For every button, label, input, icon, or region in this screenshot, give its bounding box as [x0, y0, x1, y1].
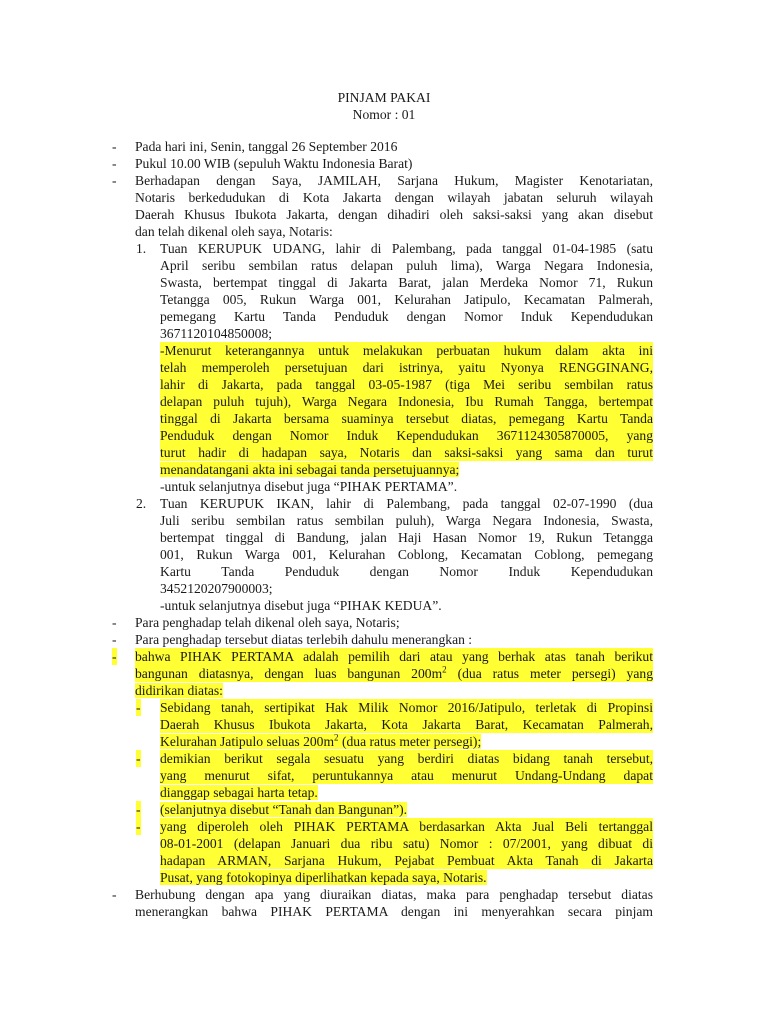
- dash-bullet: -: [112, 615, 117, 630]
- building-description-highlight: [160, 750, 653, 801]
- paragraph-notary: [135, 172, 653, 240]
- party-one-details: [160, 240, 653, 342]
- highlighted-text: (selanjutnya disebut “Tanah dan Bangunan”).: [160, 802, 408, 817]
- text-line: [160, 461, 653, 478]
- party-one-reference: [160, 478, 653, 495]
- text-line: -Menurut keterangannya untuk melakukan perbuatan hukum dalam akta ini: [160, 343, 653, 358]
- text-line: Pada hari ini, Senin, tanggal 26 September 2016: [135, 139, 398, 154]
- text-line: 3452120207900003;: [160, 581, 273, 596]
- highlighted-text: [160, 734, 481, 749]
- text-line: Pukul 10.00 WIB (sepuluh Waktu Indonesia Barat): [135, 156, 413, 171]
- text-line: Notaris berkedudukan di Kota Jakarta dengan wilayah jabatan seluruh wilayah: [135, 190, 653, 205]
- text-line: yang diperoleh oleh PIHAK PERTAMA berdasarkan Akta Jual Beli tertanggal: [160, 819, 653, 834]
- text-segment: bangunan diatasnya, dengan luas bangunan 200m: [135, 666, 443, 681]
- document-number: Nomor : 01: [352, 107, 416, 122]
- text-line: Juli seribu sembilan ratus sembilan puluh), Warga Negara Indonesia, Swasta,: [160, 513, 653, 528]
- text-line: pemegang Kartu Tanda Penduduk dengan Nomor Induk Kependudukan: [160, 309, 653, 324]
- text-line: Tuan KERUPUK IKAN, lahir di Palembang, pada tanggal 02-07-1990 (dua: [160, 496, 653, 511]
- land-parcel-highlight: [160, 699, 653, 750]
- item-number: 1.: [136, 241, 147, 256]
- paragraph-date: [135, 138, 653, 155]
- dash-bullet: -: [136, 700, 141, 715]
- text-line: Para penghadap telah dikenal oleh saya, Notaris;: [135, 615, 400, 630]
- text-line: Swasta, bertempat tinggal di Jakarta Barat, jalan Merdeka Nomor 71, Rukun: [160, 275, 653, 290]
- text-line: [160, 784, 653, 801]
- text-line: yang menurut sifat, peruntukannya atau menurut Undang-Undang dapat: [160, 768, 653, 783]
- dash-bullet: -: [112, 173, 117, 188]
- text-line: demikian berikut segala sesuatu yang berdiri diatas bidang tanah tersebut,: [160, 751, 653, 766]
- item-number: 2.: [136, 496, 147, 511]
- text-line: Tuan KERUPUK UDANG, lahir di Palembang, pada tanggal 01-04-1985 (satu: [160, 241, 653, 256]
- text-line: Sebidang tanah, sertipikat Hak Milik Nomor 2016/Jatipulo, terletak di Propinsi: [160, 700, 653, 715]
- text-segment: (dua ratus meter persegi) yang: [446, 666, 653, 681]
- text-line: Daerah Khusus Ibukota Jakarta, Kota Jakarta Barat, Kecamatan Palmerah,: [160, 717, 653, 732]
- acquisition-deed-highlight: [160, 818, 653, 886]
- text-line: menerangkan bahwa PIHAK PERTAMA dengan ini menyerahkan secara pinjam: [135, 904, 653, 919]
- text-line: -untuk selanjutnya disebut juga “PIHAK KEDUA”.: [160, 598, 442, 613]
- document-title: PINJAM PAKAI: [337, 90, 431, 105]
- text-line: delapan puluh tujuh), Warga Negara Indonesia, Ibu Rumah Tangga, bertempat: [160, 394, 653, 409]
- party-two-reference: [160, 597, 653, 614]
- text-line: 08-01-2001 (delapan Januari dua ribu satu) Nomor : 07/2001, yang dibuat di: [160, 836, 653, 851]
- text-line: lahir di Jakarta, pada tanggal 03-05-1987 (tiga Mei seribu sembilan ratus: [160, 377, 653, 392]
- text-line: Penduduk dengan Nomor Induk Kependudukan 3671124305870005, yang: [160, 428, 653, 443]
- dash-bullet: -: [112, 887, 117, 902]
- highlighted-text: menandatangani akta ini sebagai tanda persetujuannya;: [160, 462, 460, 477]
- paragraph-known: [135, 614, 653, 631]
- text-line: telah memperoleh persetujuan dari istrinya, yaitu Nyonya RENGGINANG,: [160, 360, 653, 375]
- highlighted-text: Pusat, yang fotokopinya diperlihatkan kepada saya, Notaris.: [160, 870, 487, 885]
- superscript: 2: [442, 664, 447, 675]
- text-line: [160, 801, 653, 818]
- text-line: Daerah Khusus Ibukota Jakarta, dengan dihadiri oleh saksi-saksi yang akan disebut: [135, 207, 653, 222]
- paragraph-handover: [135, 886, 653, 920]
- highlighted-text: didirikan diatas:: [135, 683, 223, 698]
- text-line: dan telah dikenal oleh saya, Notaris:: [135, 224, 333, 239]
- dash-bullet: -: [112, 632, 117, 647]
- dash-bullet: -: [136, 751, 141, 766]
- text-line: [160, 733, 653, 750]
- superscript: 2: [334, 732, 339, 743]
- text-line: Berhadapan dengan Saya, JAMILAH, Sarjana Hukum, Magister Kenotariatan,: [135, 173, 653, 188]
- paragraph-ownership-highlight: [135, 648, 653, 699]
- text-line: tinggal di Jakarta bersama suaminya tersebut diatas, pemegang Kartu Tanda: [160, 411, 653, 426]
- text-line: -untuk selanjutnya disebut juga “PIHAK PERTAMA”.: [160, 479, 458, 494]
- text-segment: Kelurahan Jatipulo seluas 200m: [160, 734, 335, 749]
- party-two-details: [160, 495, 653, 597]
- highlighted-text: dianggap sebagai harta tetap.: [160, 785, 318, 800]
- paragraph-explain: [135, 631, 653, 648]
- text-line: 3671120104850008;: [160, 326, 273, 341]
- dash-bullet: -: [112, 156, 117, 171]
- text-line: turut hadir di hadapan saya, Notaris dan saksi-saksi yang sama dan turut: [160, 445, 653, 460]
- spouse-consent-highlight: [160, 342, 653, 478]
- text-line: [160, 869, 653, 886]
- text-line: [135, 665, 653, 682]
- text-segment: (dua ratus meter persegi);: [338, 734, 482, 749]
- dash-bullet: -: [112, 649, 117, 664]
- dash-bullet: -: [136, 819, 141, 834]
- text-line: hadapan ARMAN, Sarjana Hukum, Pejabat Pembuat Akta Tanah di Jakarta: [160, 853, 653, 868]
- paragraph-time: [135, 155, 653, 172]
- text-line: Berhubung dengan apa yang diuraikan diatas, maka para penghadap tersebut diatas: [135, 887, 653, 902]
- text-line: Para penghadap tersebut diatas terlebih dahulu menerangkan :: [135, 632, 473, 647]
- text-line: [135, 682, 653, 699]
- text-line: bertempat tinggal di Bandung, jalan Haji Hasan Nomor 19, Rukun Tetangga: [160, 530, 653, 545]
- dash-bullet: -: [112, 139, 117, 154]
- dash-bullet: -: [136, 802, 141, 817]
- text-line: bahwa PIHAK PERTAMA adalah pemilih dari atau yang berhak atas tanah berikut: [135, 649, 653, 664]
- text-line: 001, Rukun Warga 001, Kelurahan Coblong, Kecamatan Coblong, pemegang: [160, 547, 653, 562]
- land-building-reference-highlight: [160, 801, 653, 818]
- text-line: Kartu Tanda Penduduk dengan Nomor Induk Kependudukan: [160, 564, 653, 579]
- text-line: Tetangga 005, Rukun Warga 001, Kelurahan Jatipulo, Kecamatan Palmerah,: [160, 292, 653, 307]
- text-line: April seribu sembilan ratus delapan puluh lima), Warga Negara Indonesia,: [160, 258, 653, 273]
